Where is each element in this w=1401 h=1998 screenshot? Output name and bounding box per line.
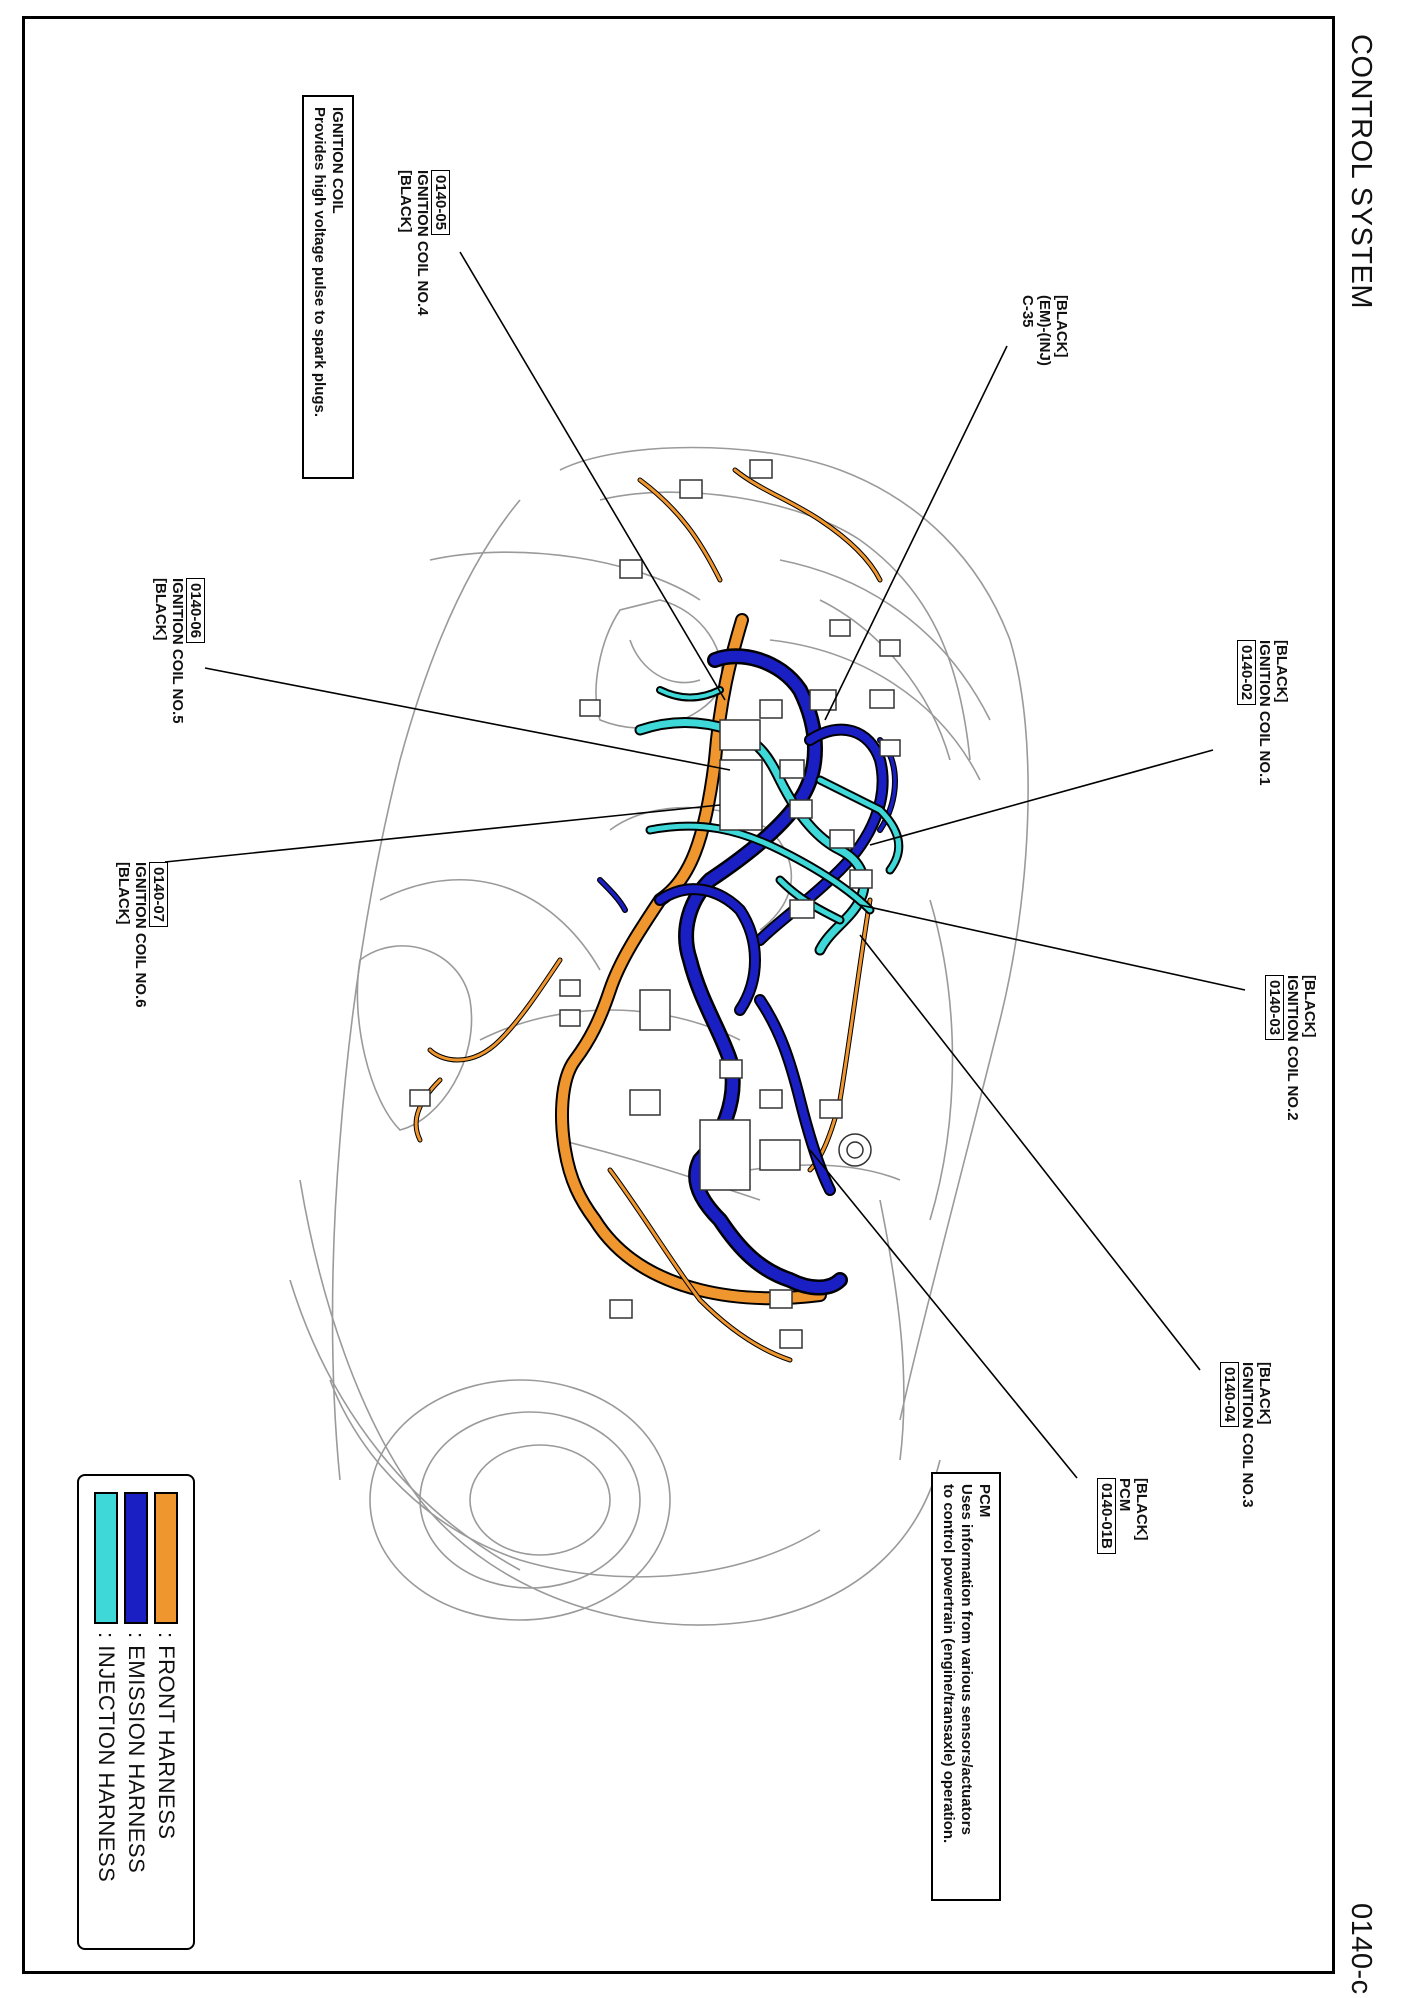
callout-code: 0140-04: [1220, 1362, 1239, 1427]
callout-0140-05: [397, 170, 450, 316]
callout-0140-01b: [1097, 1478, 1150, 1554]
callout-line: PCM: [1116, 1478, 1133, 1512]
callout-code: 0140-06: [186, 578, 205, 643]
callout-line: IGNITION COIL NO.6: [132, 862, 149, 1008]
connector-line: (EM)-(INJ): [1036, 295, 1053, 366]
legend-swatch: [94, 1492, 118, 1624]
info-text: Uses information from various sensors/actuators: [958, 1484, 975, 1835]
pcm-info-box: [931, 1472, 1001, 1901]
info-text: to control powertrain (engine/transaxle) operation.: [940, 1484, 957, 1844]
callout-code: 0140-01B: [1097, 1478, 1116, 1554]
callout-code: 0140-02: [1237, 640, 1256, 705]
callout-0140-06: [152, 578, 205, 724]
legend-swatch: [124, 1492, 148, 1624]
callout-0140-03: [1265, 975, 1318, 1121]
legend-item-emission-harness: [121, 1492, 151, 1932]
callout-line: [BLACK]: [1256, 1362, 1273, 1425]
fuel-cap-ring: [839, 1134, 871, 1166]
legend-label: : FRONT HARNESS: [154, 1632, 179, 1840]
callout-line: [BLACK]: [115, 862, 132, 925]
callout-line: [BLACK]: [1301, 975, 1318, 1038]
page-code: 0140-c: [1345, 1903, 1377, 1995]
legend-item-front-harness: [151, 1492, 181, 1932]
page-title: CONTROL SYSTEM: [1345, 34, 1377, 310]
harness-legend: [77, 1474, 195, 1950]
callout-line: IGNITION COIL NO.3: [1239, 1362, 1256, 1508]
ignition-coil-info-box: [302, 95, 354, 479]
callout-line: IGNITION COIL NO.1: [1256, 640, 1273, 786]
legend-item-injection-harness: [91, 1492, 121, 1932]
callout-0140-02: [1237, 640, 1290, 786]
callout-0140-07: [115, 862, 168, 1008]
callout-code: 0140-07: [149, 862, 168, 927]
legend-label: : EMISSION HARNESS: [124, 1632, 149, 1874]
connector-c35-label: [1019, 295, 1070, 366]
vehicle-outline: [290, 448, 1028, 1626]
connector-line: C-35: [1019, 295, 1036, 328]
callout-line: [BLACK]: [152, 578, 169, 641]
callout-line: [BLACK]: [397, 170, 414, 233]
legend-label: : INJECTION HARNESS: [94, 1632, 119, 1883]
emission-harness: [600, 656, 895, 1287]
legend-swatch: [154, 1492, 178, 1624]
callout-code: 0140-05: [431, 170, 450, 235]
callout-line: [BLACK]: [1133, 1478, 1150, 1541]
info-heading: IGNITION COIL: [329, 107, 346, 214]
callout-line: IGNITION COIL NO.4: [414, 170, 431, 316]
callout-0140-04: [1220, 1362, 1273, 1508]
callout-line: IGNITION COIL NO.5: [169, 578, 186, 724]
info-text: Provides high voltage pulse to spark plugs.: [311, 107, 328, 418]
connector-line: [BLACK]: [1053, 295, 1070, 358]
callout-line: [BLACK]: [1273, 640, 1290, 703]
callout-code: 0140-03: [1265, 975, 1284, 1040]
info-heading: PCM: [976, 1484, 993, 1518]
callout-line: IGNITION COIL NO.2: [1284, 975, 1301, 1121]
